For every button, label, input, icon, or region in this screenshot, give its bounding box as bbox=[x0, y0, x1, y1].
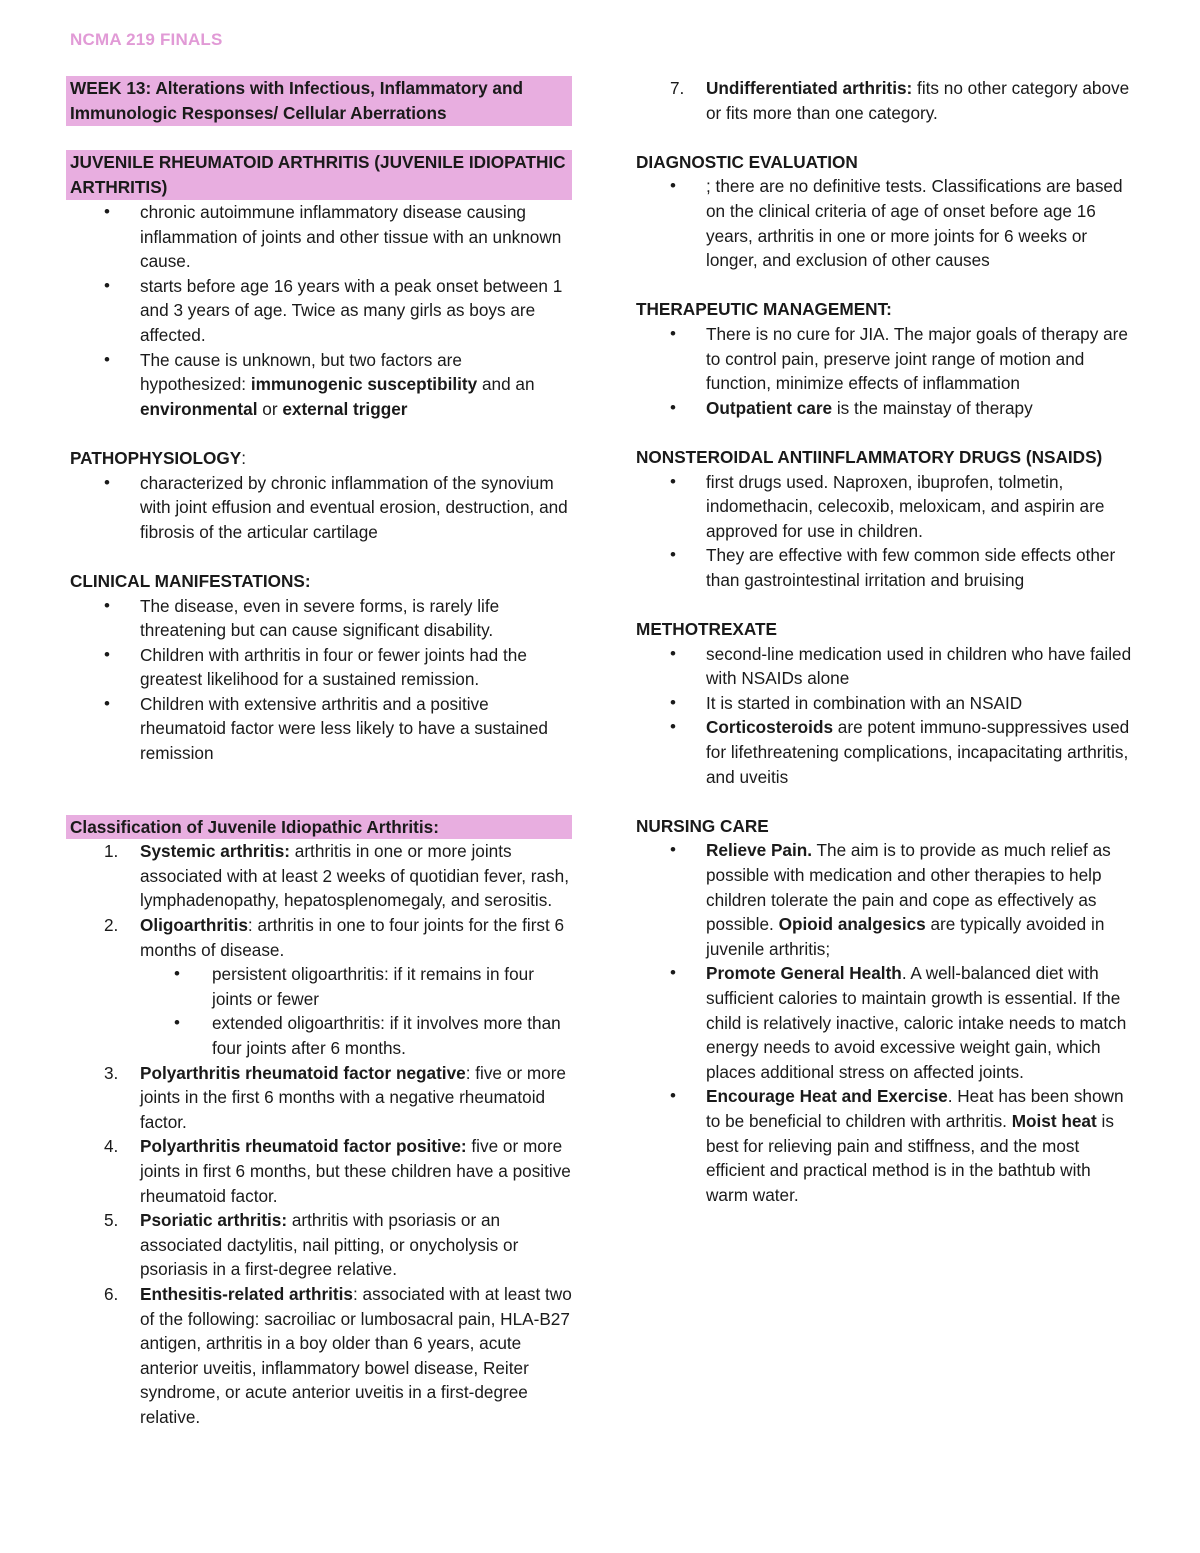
list-item bbox=[66, 913, 572, 962]
list-item bbox=[66, 839, 572, 913]
list-item: • The disease, even in severe forms, is rarely life threatening but can cause significant disability. bbox=[66, 594, 572, 643]
list-item bbox=[632, 715, 1132, 789]
pathophysiology-list bbox=[66, 471, 572, 545]
text: : arthritis in one to four joints for the first 6 months of disease. bbox=[140, 915, 565, 960]
item-number: 7. bbox=[670, 78, 685, 98]
oligoarthritis-sublist bbox=[66, 962, 572, 1060]
text: . Heat has been shown to be beneficial to children with arthritis. bbox=[706, 1086, 1124, 1131]
heading-colon: : bbox=[241, 447, 247, 468]
text: and an bbox=[477, 374, 535, 395]
list-item: • They are effective with few common side effects other than gastrointestinal irritation and bruising bbox=[632, 543, 1132, 592]
heading-text: PATHOPHYSIOLOGY bbox=[70, 447, 242, 468]
bold-text: environmental bbox=[140, 398, 258, 419]
bold-text: immunogenic susceptibility bbox=[250, 374, 478, 395]
classification-heading: Classification of Juvenile Idiopathic Arthritis: bbox=[66, 815, 572, 840]
methotrexate-heading: METHOTREXATE bbox=[636, 619, 777, 640]
classification-list bbox=[66, 839, 572, 962]
list-item: • characterized by chronic inflammation of the synovium with joint effusion and eventual erosion, destruction, and fibrosis of the articular cartilage bbox=[66, 471, 572, 545]
text: five or more joints in first 6 months, but these children have a positive rheumatoid factor. bbox=[140, 1136, 571, 1206]
item-number: 4. bbox=[104, 1136, 119, 1157]
text: are potent immuno-suppressives used for lifethreatening complications, incapacitating arthritis, and uveitis bbox=[706, 717, 1130, 787]
text: The cause is unknown, but two factors are hypothesized: bbox=[140, 349, 462, 395]
text: . A well-balanced diet with sufficient calories to maintain growth is essential. If the child is relatively inactive, caloric intake needs to match energy needs to avoid excessive weight gain, which places additional stress on affected joints. bbox=[706, 963, 1127, 1082]
bold-text: Oligoarthritis bbox=[140, 915, 248, 936]
nsaids-list bbox=[632, 470, 1132, 593]
bold-text: Relieve Pain. bbox=[706, 840, 813, 861]
nursing-heading: NURSING CARE bbox=[636, 815, 769, 836]
text: or bbox=[257, 398, 283, 419]
list-item: • persistent oligoarthritis: if it remains in four joints or fewer bbox=[66, 962, 572, 1011]
clinical-heading: CLINICAL MANIFESTATIONS: bbox=[70, 570, 311, 591]
item-number: 1. bbox=[104, 841, 119, 862]
classification-list-end bbox=[632, 76, 1132, 125]
text: is the mainstay of therapy bbox=[832, 397, 1033, 418]
left-column bbox=[66, 76, 572, 1430]
nsaids-heading: NONSTEROIDAL ANTIINFLAMMATORY DRUGS (NSAIDS) bbox=[636, 446, 1103, 467]
bold-text: Polyarthritis rheumatoid factor positive: bbox=[140, 1136, 467, 1157]
bold-text: Opioid analgesics bbox=[778, 914, 926, 935]
text: : five or more joints in the first 6 months with a negative rheumatoid factor. bbox=[140, 1062, 566, 1132]
list-item: • chronic autoimmune inflammatory disease causing inflammation of joints and other tissue with an unknown cause. bbox=[66, 200, 572, 274]
item-number: 3. bbox=[104, 1062, 119, 1083]
list-item bbox=[632, 396, 1132, 421]
list-item bbox=[632, 1084, 1132, 1207]
list-item: • first drugs used. Naproxen, ibuprofen, tolmetin, indomethacin, celecoxib, meloxicam, and aspirin are approved for use in children. bbox=[632, 470, 1132, 544]
jra-list bbox=[66, 200, 572, 421]
text: fits no other category above or fits more than one category. bbox=[706, 78, 1130, 123]
item-number: 5. bbox=[104, 1210, 119, 1231]
bold-text: Promote General Health bbox=[706, 963, 902, 984]
text: arthritis in one or more joints associated with at least 2 weeks of quotidian fever, rash, lymphadenopathy, hepatosplenomegaly, and serositis. bbox=[140, 841, 569, 911]
list-item bbox=[66, 1208, 572, 1282]
list-item: • It is started in combination with an NSAID bbox=[632, 691, 1132, 716]
bold-text: external trigger bbox=[282, 398, 408, 419]
pathophysiology-heading bbox=[66, 446, 572, 471]
item-number: 2. bbox=[104, 915, 119, 936]
list-item: • There is no cure for JIA. The major goals of therapy are to control pain, preserve joint range of motion and function, minimize effects of inflammation bbox=[632, 322, 1132, 396]
list-item bbox=[632, 838, 1132, 961]
therapeutic-list bbox=[632, 322, 1132, 420]
text: arthritis with psoriasis or an associated dactylitis, nail pitting, or onycholysis or psoriasis in a first-degree relative. bbox=[140, 1210, 519, 1280]
classification-list-continued bbox=[66, 1061, 572, 1430]
bold-text: Moist heat bbox=[1011, 1110, 1097, 1131]
clinical-list bbox=[66, 594, 572, 766]
week-title: WEEK 13: Alterations with Infectious, Inflammatory and Immunologic Responses/ Cellular Aberrations bbox=[66, 76, 572, 126]
text: : associated with at least two of the following: sacroiliac or lumbosacral pain, HLA-B27 antigen, arthritis in a boy older than 6 years, acute anterior uveitis, inflammatory bowel disease, Reiter syndrome, or acute anterior uveitis in a first-degree relative. bbox=[140, 1283, 572, 1427]
list-item bbox=[66, 1282, 572, 1430]
list-item bbox=[66, 1061, 572, 1135]
list-item bbox=[632, 961, 1132, 1084]
methotrexate-list bbox=[632, 642, 1132, 790]
bold-text: Systemic arthritis: bbox=[140, 841, 290, 862]
page-header: NCMA 219 FINALS bbox=[70, 30, 223, 49]
list-item: • Children with extensive arthritis and a positive rheumatoid factor were less likely to have a sustained remission bbox=[66, 692, 572, 766]
list-item: • second-line medication used in children who have failed with NSAIDs alone bbox=[632, 642, 1132, 691]
item-number: 6. bbox=[104, 1283, 119, 1304]
bold-text: Undifferentiated arthritis: bbox=[706, 78, 913, 98]
text: are typically avoided in juvenile arthritis; bbox=[706, 914, 1105, 959]
bold-text: Enthesitis-related arthritis bbox=[140, 1283, 353, 1304]
list-item: • Children with arthritis in four or fewer joints had the greatest likelihood for a sustained remission. bbox=[66, 643, 572, 692]
list-item bbox=[632, 76, 1132, 125]
therapeutic-heading: THERAPEUTIC MANAGEMENT: bbox=[636, 299, 892, 320]
jra-heading: JUVENILE RHEUMATOID ARTHRITIS (JUVENILE IDIOPATHIC ARTHRITIS) bbox=[66, 150, 572, 200]
list-item: • starts before age 16 years with a peak onset between 1 and 3 years of age. Twice as many girls as boys are affected. bbox=[66, 274, 572, 348]
diagnostic-list bbox=[632, 174, 1132, 272]
list-item bbox=[66, 1134, 572, 1208]
list-item: • extended oligoarthritis: if it involves more than four joints after 6 months. bbox=[66, 1011, 572, 1060]
text: The aim is to provide as much relief as possible with medication and other therapies to help children tolerate the pain and cope as effectively as possible. bbox=[706, 840, 1111, 935]
list-item bbox=[66, 348, 572, 422]
bold-text: Psoriatic arthritis: bbox=[140, 1210, 288, 1231]
bold-text: Polyarthritis rheumatoid factor negative bbox=[140, 1062, 466, 1083]
text: is best for relieving pain and stiffness, and the most efficient and practical method is in the bathtub with warm water. bbox=[706, 1110, 1114, 1205]
right-column bbox=[632, 76, 1132, 1207]
bold-text: Corticosteroids bbox=[706, 717, 834, 738]
bold-text: Outpatient care bbox=[706, 397, 833, 418]
nursing-list bbox=[632, 838, 1132, 1207]
bold-text: Encourage Heat and Exercise bbox=[706, 1086, 948, 1107]
list-item: • ; there are no definitive tests. Classifications are based on the clinical criteria of age of onset before age 16 years, arthritis in one or more joints for 6 weeks or longer, and exclusion of other causes bbox=[632, 174, 1132, 272]
diagnostic-heading: DIAGNOSTIC EVALUATION bbox=[636, 151, 858, 172]
